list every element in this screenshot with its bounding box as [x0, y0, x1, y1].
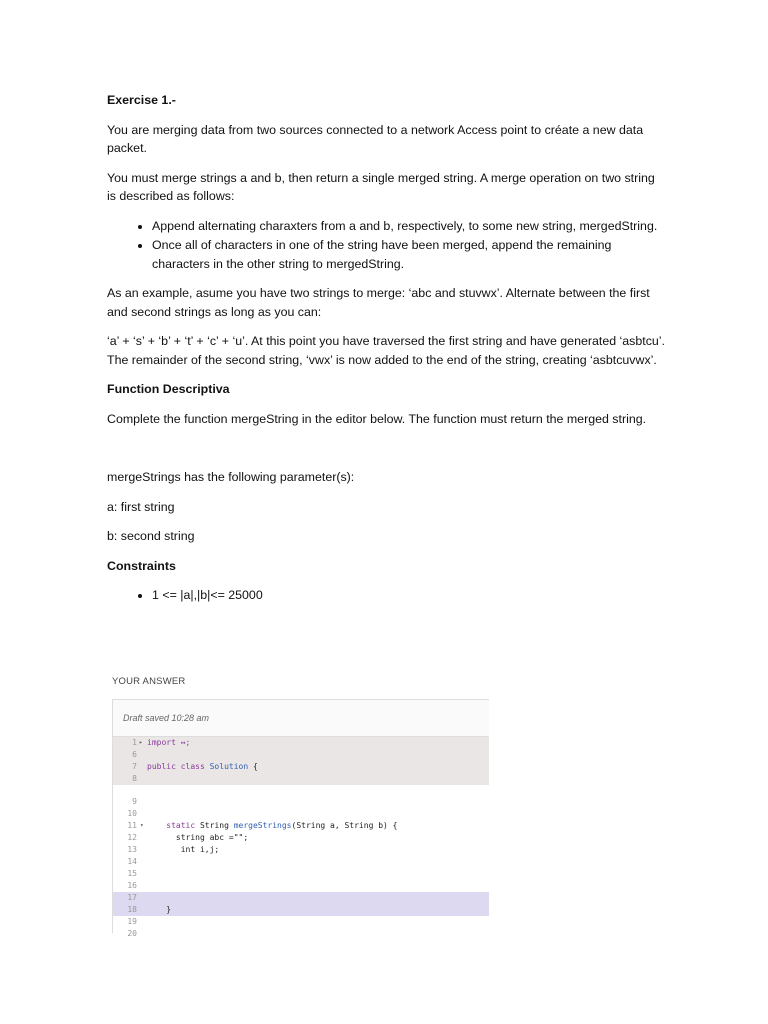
line-number: 14 [127, 857, 137, 866]
fold-arrow-icon[interactable]: ▾ [140, 822, 144, 829]
collapsed-header-block [113, 737, 489, 785]
function-heading: Function Descriptiva [107, 382, 230, 396]
constraint-item: • 1 <= |a|,|b|<= 25000 [152, 586, 667, 605]
code-line[interactable] [113, 749, 489, 761]
example-walkthrough: ‘a’ + ‘s’ + ‘b’ + ‘t’ + ‘c’ + ‘u’. At this point you have traversed the first string and have generated ‘asbtcu’. The remainder of the second string, ‘vwx’ is now added to the end of the string, creating ‘asbtcuvwx’. [107, 334, 665, 367]
code-editor[interactable] [112, 699, 489, 938]
code-token: public class [147, 762, 205, 771]
code-line[interactable] [113, 796, 489, 808]
code-token: String [195, 821, 234, 830]
constraints-list [107, 586, 667, 605]
merge-description: You must merge strings a and b, then return a single merged string. A merge operation on two string is described as follows: [107, 170, 655, 203]
merge-rules-list [107, 217, 667, 274]
line-number: 13 [127, 845, 137, 854]
code-line[interactable] [113, 856, 489, 868]
intro-paragraph: You are merging data from two sources connected to a network Access point to créate a new data packet. [107, 122, 644, 155]
code-area[interactable] [113, 737, 489, 940]
line-number: 12 [127, 833, 137, 842]
code-line[interactable] [113, 737, 489, 749]
exercise-document [107, 91, 667, 616]
code-line[interactable] [113, 892, 489, 904]
merge-rule-item: • Append alternating charaxters from a and b, respectively, to some new string, mergedString. [152, 217, 667, 236]
line-number: 7 [132, 762, 137, 771]
exercise-title: Exercise 1.- [107, 93, 176, 107]
line-number: 15 [127, 869, 137, 878]
code-line[interactable] [113, 916, 489, 928]
line-number: 19 [127, 917, 137, 926]
line-number: 17 [127, 893, 137, 902]
merge-rule-item: • Once all of characters in one of the string have been merged, append the remaining characters in the other string to mergedString. [152, 236, 667, 273]
draft-status: Draft saved 10:28 am [113, 699, 489, 737]
code-line[interactable] [113, 820, 489, 832]
line-number: 6 [132, 750, 137, 759]
constraints-heading: Constraints [107, 558, 176, 573]
code-token: Solution [204, 762, 249, 771]
params-intro: mergeStrings has the following parameter(s): [107, 470, 355, 484]
code-token: { [248, 762, 258, 771]
code-token: mergeStrings [233, 821, 292, 830]
line-number: 11 [127, 821, 137, 830]
function-instructions: Complete the function mergeString in the editor below. The function must return the merged string. [107, 411, 647, 426]
line-number: 20 [127, 929, 137, 938]
code-line[interactable] [113, 761, 489, 773]
line-number: 9 [132, 797, 137, 806]
line-number: 1 [132, 738, 137, 747]
code-line[interactable] [113, 808, 489, 820]
fold-arrow-icon[interactable]: ▸ [139, 739, 143, 746]
code-token: import [147, 738, 176, 747]
code-line[interactable] [113, 904, 489, 916]
code-token: int i,j; [147, 845, 220, 854]
example-paragraph: As an example, asume you have two strings to merge: ‘abc and stuvwx’. Alternate between the first and second strings as long as you can: [107, 286, 650, 319]
code-line[interactable] [113, 832, 489, 844]
code-line[interactable] [113, 868, 489, 880]
param-a: a: first string [107, 499, 175, 514]
active-line-highlight [113, 892, 489, 916]
param-b: b: second string [107, 529, 195, 543]
code-line[interactable] [113, 880, 489, 892]
code-line[interactable] [113, 773, 489, 785]
code-token: ↔; [175, 738, 191, 747]
line-number: 10 [127, 809, 137, 818]
line-number: 16 [127, 881, 137, 890]
code-line[interactable] [113, 844, 489, 856]
line-number: 8 [132, 774, 137, 783]
line-number: 18 [127, 905, 137, 914]
code-token: static [147, 821, 196, 830]
code-token: string abc =""; [147, 833, 249, 842]
code-line[interactable] [113, 928, 489, 940]
your-answer-label: YOUR ANSWER [112, 676, 186, 687]
code-token: (String a, String b) { [291, 821, 398, 830]
code-token: } [147, 905, 172, 914]
